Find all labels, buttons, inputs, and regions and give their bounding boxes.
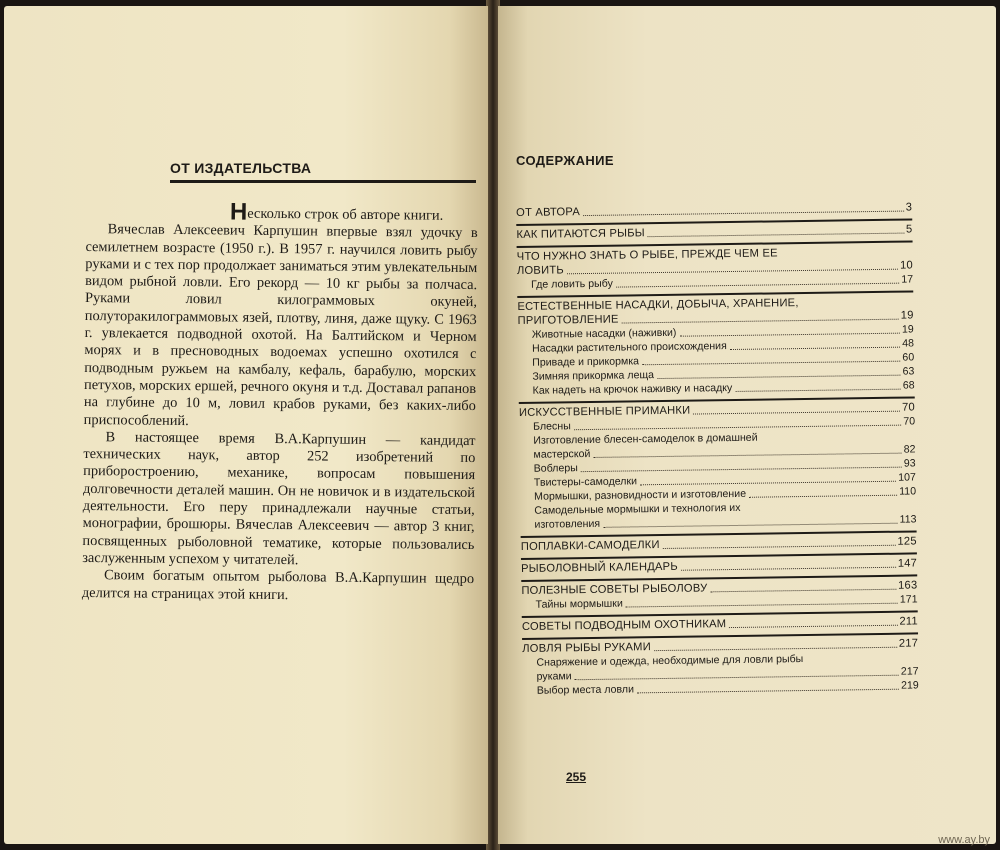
toc-title: Животные насадки (наживки) (531, 326, 677, 341)
toc-title: ПОЛЕЗНЫЕ СОВЕТЫ РЫБОЛОВУ (521, 582, 708, 597)
toc-title: Изготовление блесен-самоделок в домашней (533, 431, 758, 447)
toc-title: Где ловить рыбу (531, 277, 613, 291)
toc-page: 171 (899, 593, 918, 606)
toc-page: 93 (903, 457, 916, 470)
toc-heading: СОДЕРЖАНИЕ (516, 153, 614, 168)
toc-title-cont: изготовления (534, 517, 601, 531)
toc-page: 48 (902, 337, 915, 350)
toc-page: 163 (898, 579, 918, 592)
toc-page: 68 (902, 379, 915, 392)
toc-entry (521, 530, 917, 554)
toc-page: 17 (901, 273, 914, 286)
toc-page: 10 (899, 259, 913, 272)
toc-page: 217 (898, 637, 919, 650)
toc-title: Выбор места ловли (536, 683, 635, 697)
toc-title: ЕСТЕСТВЕННЫЕ НАСАДКИ, ДОБЫЧА, ХРАНЕНИЕ, (517, 297, 799, 313)
toc-title: СОВЕТЫ ПОДВОДНЫМ ОХОТНИКАМ (521, 618, 727, 633)
toc-title: ОТ АВТОРА (516, 206, 581, 219)
toc-entry (522, 610, 918, 634)
toc-page: 211 (899, 615, 918, 628)
toc-title: Воблеры (533, 462, 578, 475)
toc-title-cont: ЛОВИТЬ (516, 264, 564, 277)
toc-title: Самодельные мормышки и технология их (534, 501, 741, 517)
toc-title: ЧТО НУЖНО ЗНАТЬ О РЫБЕ, ПРЕЖДЕ ЧЕМ ЕЕ (516, 247, 778, 263)
right-page (498, 6, 996, 844)
toc-title-cont: ПРИГОТОВЛЕНИЕ (517, 313, 619, 327)
toc-entry (521, 552, 917, 576)
toc-entry (520, 498, 916, 532)
toc-title: КАК ПИТАЮТСЯ РЫБЫ (516, 227, 645, 241)
left-page-heading: ОТ ИЗДАТЕЛЬСТВА (170, 160, 476, 183)
paragraph: В настоящее время В.А.Карпушин — кандидат технических наук, автор 252 изобретений по приборостроению, механике, вопросам повышения долговечности деталей машин. Он не новичок и в издательской деятельности. Его перу принадлежали научные статьи, монографии, брошюры. Вячеслав Алексеевич — автор 3 книг, посвященных рыболовной тематике, которые пользовались заслуженным успехом у читателей. (82, 429, 476, 569)
watermark: www.ay.by (938, 834, 990, 846)
toc-title: РЫБОЛОВНЫЙ КАЛЕНДАРЬ (521, 560, 678, 575)
toc-page: 5 (905, 223, 913, 236)
toc-title: Блесны (533, 420, 571, 433)
toc-page: 63 (902, 365, 915, 378)
toc-page: 107 (898, 471, 916, 484)
toc-title: Зимняя прикормка леща (532, 369, 655, 383)
toc-title: ЛОВЛЯ РЫБЫ РУКАМИ (522, 641, 651, 655)
toc-page: 219 (900, 679, 919, 692)
table-of-contents (516, 198, 919, 697)
toc-entry (516, 218, 912, 242)
toc-page: 125 (897, 535, 917, 548)
toc-entry (516, 198, 912, 220)
intro-text: есколько строк об авторе книги. (247, 205, 444, 224)
toc-page: 147 (897, 557, 918, 570)
toc-title-cont: руками (536, 670, 572, 683)
toc-title: Приваде и прикормка (532, 355, 640, 369)
toc-page: 60 (902, 351, 915, 364)
toc-page: 70 (901, 401, 915, 414)
toc-page: 3 (905, 201, 913, 214)
toc-page: 217 (900, 665, 919, 678)
toc-page: 70 (903, 415, 916, 428)
page-number: 255 (566, 770, 587, 784)
toc-title: Твистеры-самоделки (533, 475, 638, 489)
paragraph: Вячеслав Алексеевич Карпушин впервые взял удочку в семилетнем возрасте (1950 г.). В 1957 г. научился ловить рыбу руками и с тех пор продолжает заниматься этим увлекательным видом рыбной ловли. Его рекорд — 10 кг рыбы за полчаса. Руками ловил килограммовых окуней, полуторакилограммовых язей, плотву, линя, даже щуку. С 1963 г. увлекается подводной охотой. На Балтийском и Черном морях и в пресноводных водоемах успешно охотился с подводным ружьем на камбалу, кефаль, барабулю, морских петухов, морских ершей, речного окуня и т.д. Доставал рапанов на глубине до 10 м, ловил крабов руками, без каких-либо приспособлений. (83, 221, 478, 429)
toc-title: Как надеть на крючок наживку и насадку (532, 381, 733, 397)
toc-page: 19 (900, 309, 914, 322)
toc-title: Тайны мормышки (535, 597, 623, 611)
toc-title: Снаряжение и одежда, необходимые для ловли рыбы (536, 653, 804, 669)
toc-title: ИСКУССТВЕННЫЕ ПРИМАНКИ (518, 404, 691, 419)
toc-title: Мормышки, разновидности и изготовление (534, 487, 747, 503)
paragraph: Своим богатым опытом рыболова В.А.Карпушин щедро делится на страницах этой книги. (81, 567, 475, 603)
toc-page: 110 (899, 485, 917, 498)
toc-page: 19 (901, 323, 914, 336)
toc-page: 82 (903, 443, 916, 456)
toc-page: 113 (899, 513, 917, 526)
publisher-note (81, 198, 478, 606)
toc-title-cont: мастерской (533, 447, 591, 461)
left-page (4, 6, 488, 844)
toc-title: Насадки растительного происхождения (531, 340, 727, 355)
toc-title: ПОПЛАВКИ-САМОДЕЛКИ (520, 539, 660, 553)
drop-cap: Н (229, 198, 248, 226)
